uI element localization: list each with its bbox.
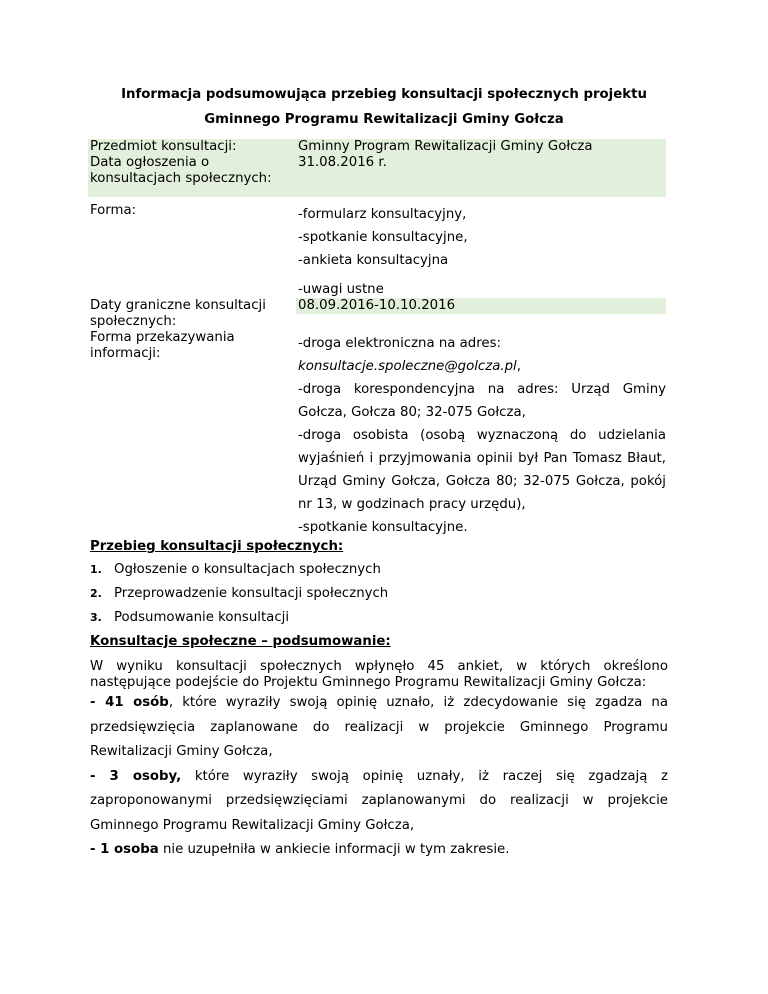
summary-item-2 <box>90 765 668 839</box>
forma-label: Forma: <box>90 203 137 218</box>
title-line-2: Gminnego Programu Rewitalizacji Gminy Gołcza <box>204 112 564 127</box>
email-line <box>298 355 666 378</box>
przebieg-section <box>90 539 668 554</box>
item-1-text: , które wyraziły swoją opinię uznało, iż zdecydowanie się zgadza na przedsięwzięcia zaplanowane do realizacji w projekcie Gminnego Programu Rewitalizacji Gminy Gołcza, <box>90 695 669 759</box>
przebieg-heading: Przebieg konsultacji społecznych: <box>90 539 344 554</box>
przekazywanie-label: Forma przekazywania informacji: <box>90 330 235 361</box>
email-suffix: , <box>516 359 521 374</box>
przedmiot-value: Gminny Program Rewitalizacji Gminy Gołcza <box>296 139 666 155</box>
step-number: 2. <box>90 587 102 600</box>
daty-value-cell <box>296 298 666 330</box>
step-text: Przeprowadzenie konsultacji społecznych <box>114 586 389 601</box>
przekazywanie-item-2: -droga korespondencyjna na adres: Urząd Gminy Gołcza, Gołcza 80; 32-075 Gołcza, <box>298 382 666 420</box>
przekazywanie-values <box>296 330 666 539</box>
forma-item: -spotkanie konsultacyjne, <box>298 230 468 245</box>
list-item <box>90 606 668 630</box>
data-ogloszenia-value: 31.08.2016 r. <box>296 155 666 197</box>
consultation-info-table <box>88 139 666 539</box>
summary-intro: W wyniku konsultacji społecznych wpłynęło 45 ankiet, w których określono następujące podejście do Projektu Gminnego Programu Rewitalizacji Gminy Gołcza: <box>90 659 668 690</box>
list-item <box>90 558 668 582</box>
item-3-text: nie uzupełniła w ankiecie informacji w tym zakresie. <box>158 842 510 857</box>
przedmiot-label: Przedmiot konsultacji: <box>88 139 296 155</box>
forma-item: -uwagi ustne <box>298 282 384 297</box>
step-number: 3. <box>90 611 102 624</box>
summary-item-1 <box>90 691 668 765</box>
summary-body <box>90 659 668 863</box>
title-line-1: Informacja podsumowująca przebieg konsultacji społecznych projektu <box>121 87 647 102</box>
row-daty-graniczne <box>88 298 666 330</box>
list-item <box>90 582 668 606</box>
przebieg-steps-list <box>90 558 668 630</box>
przekazywanie-item-4: -spotkanie konsultacyjne. <box>298 520 468 535</box>
przekazywanie-item-3: -droga osobista (osobą wyznaczoną do udzielania wyjaśnień i przyjmowania opinii był Pan Tomasz Błaut, Urząd Gminy Gołcza, Gołcza 80; 32-075 Gołcza, pokój nr 13, w godzinach pracy urzędu), <box>298 428 666 512</box>
row-forma <box>88 197 666 298</box>
row-przedmiot <box>88 139 666 155</box>
daty-value: 08.09.2016-10.10.2016 <box>296 298 666 314</box>
item-1-count: - 41 osób <box>90 695 169 710</box>
forma-items <box>296 197 666 298</box>
item-2-text: które wyraziły swoją opinię uznały, iż raczej się zgadzają z zaproponowanymi przedsięwzięciami zaplanowanymi do realizacji w projekcie Gminnego Programu Rewitalizacji Gminy Gołcza, <box>90 768 668 833</box>
item-3-count: - 1 osoba <box>90 842 159 857</box>
summary-heading-wrap <box>90 634 668 649</box>
step-text: Ogłoszenie o konsultacjach społecznych <box>114 562 381 577</box>
forma-item: -formularz konsultacyjny, <box>298 207 467 222</box>
row-data-ogloszenia <box>88 155 666 197</box>
row-forma-przekazywania <box>88 330 666 539</box>
summary-heading: Konsultacje społeczne – podsumowanie: <box>90 634 391 649</box>
forma-item: -ankieta konsultacyjna <box>298 253 449 268</box>
item-2-count: - 3 osoby, <box>90 768 182 784</box>
step-text: Podsumowanie konsultacji <box>114 610 290 625</box>
daty-label: Daty graniczne konsultacji społecznych: <box>90 298 266 329</box>
document-title <box>60 82 708 132</box>
summary-item-3 <box>90 838 668 863</box>
step-number: 1. <box>90 563 102 576</box>
przekazywanie-item-1: -droga elektroniczna na adres: <box>298 336 502 351</box>
data-ogloszenia-label: Data ogłoszenia o konsultacjach społecznych: <box>88 155 296 197</box>
email-address: konsultacje.spoleczne@golcza.pl <box>298 359 517 374</box>
